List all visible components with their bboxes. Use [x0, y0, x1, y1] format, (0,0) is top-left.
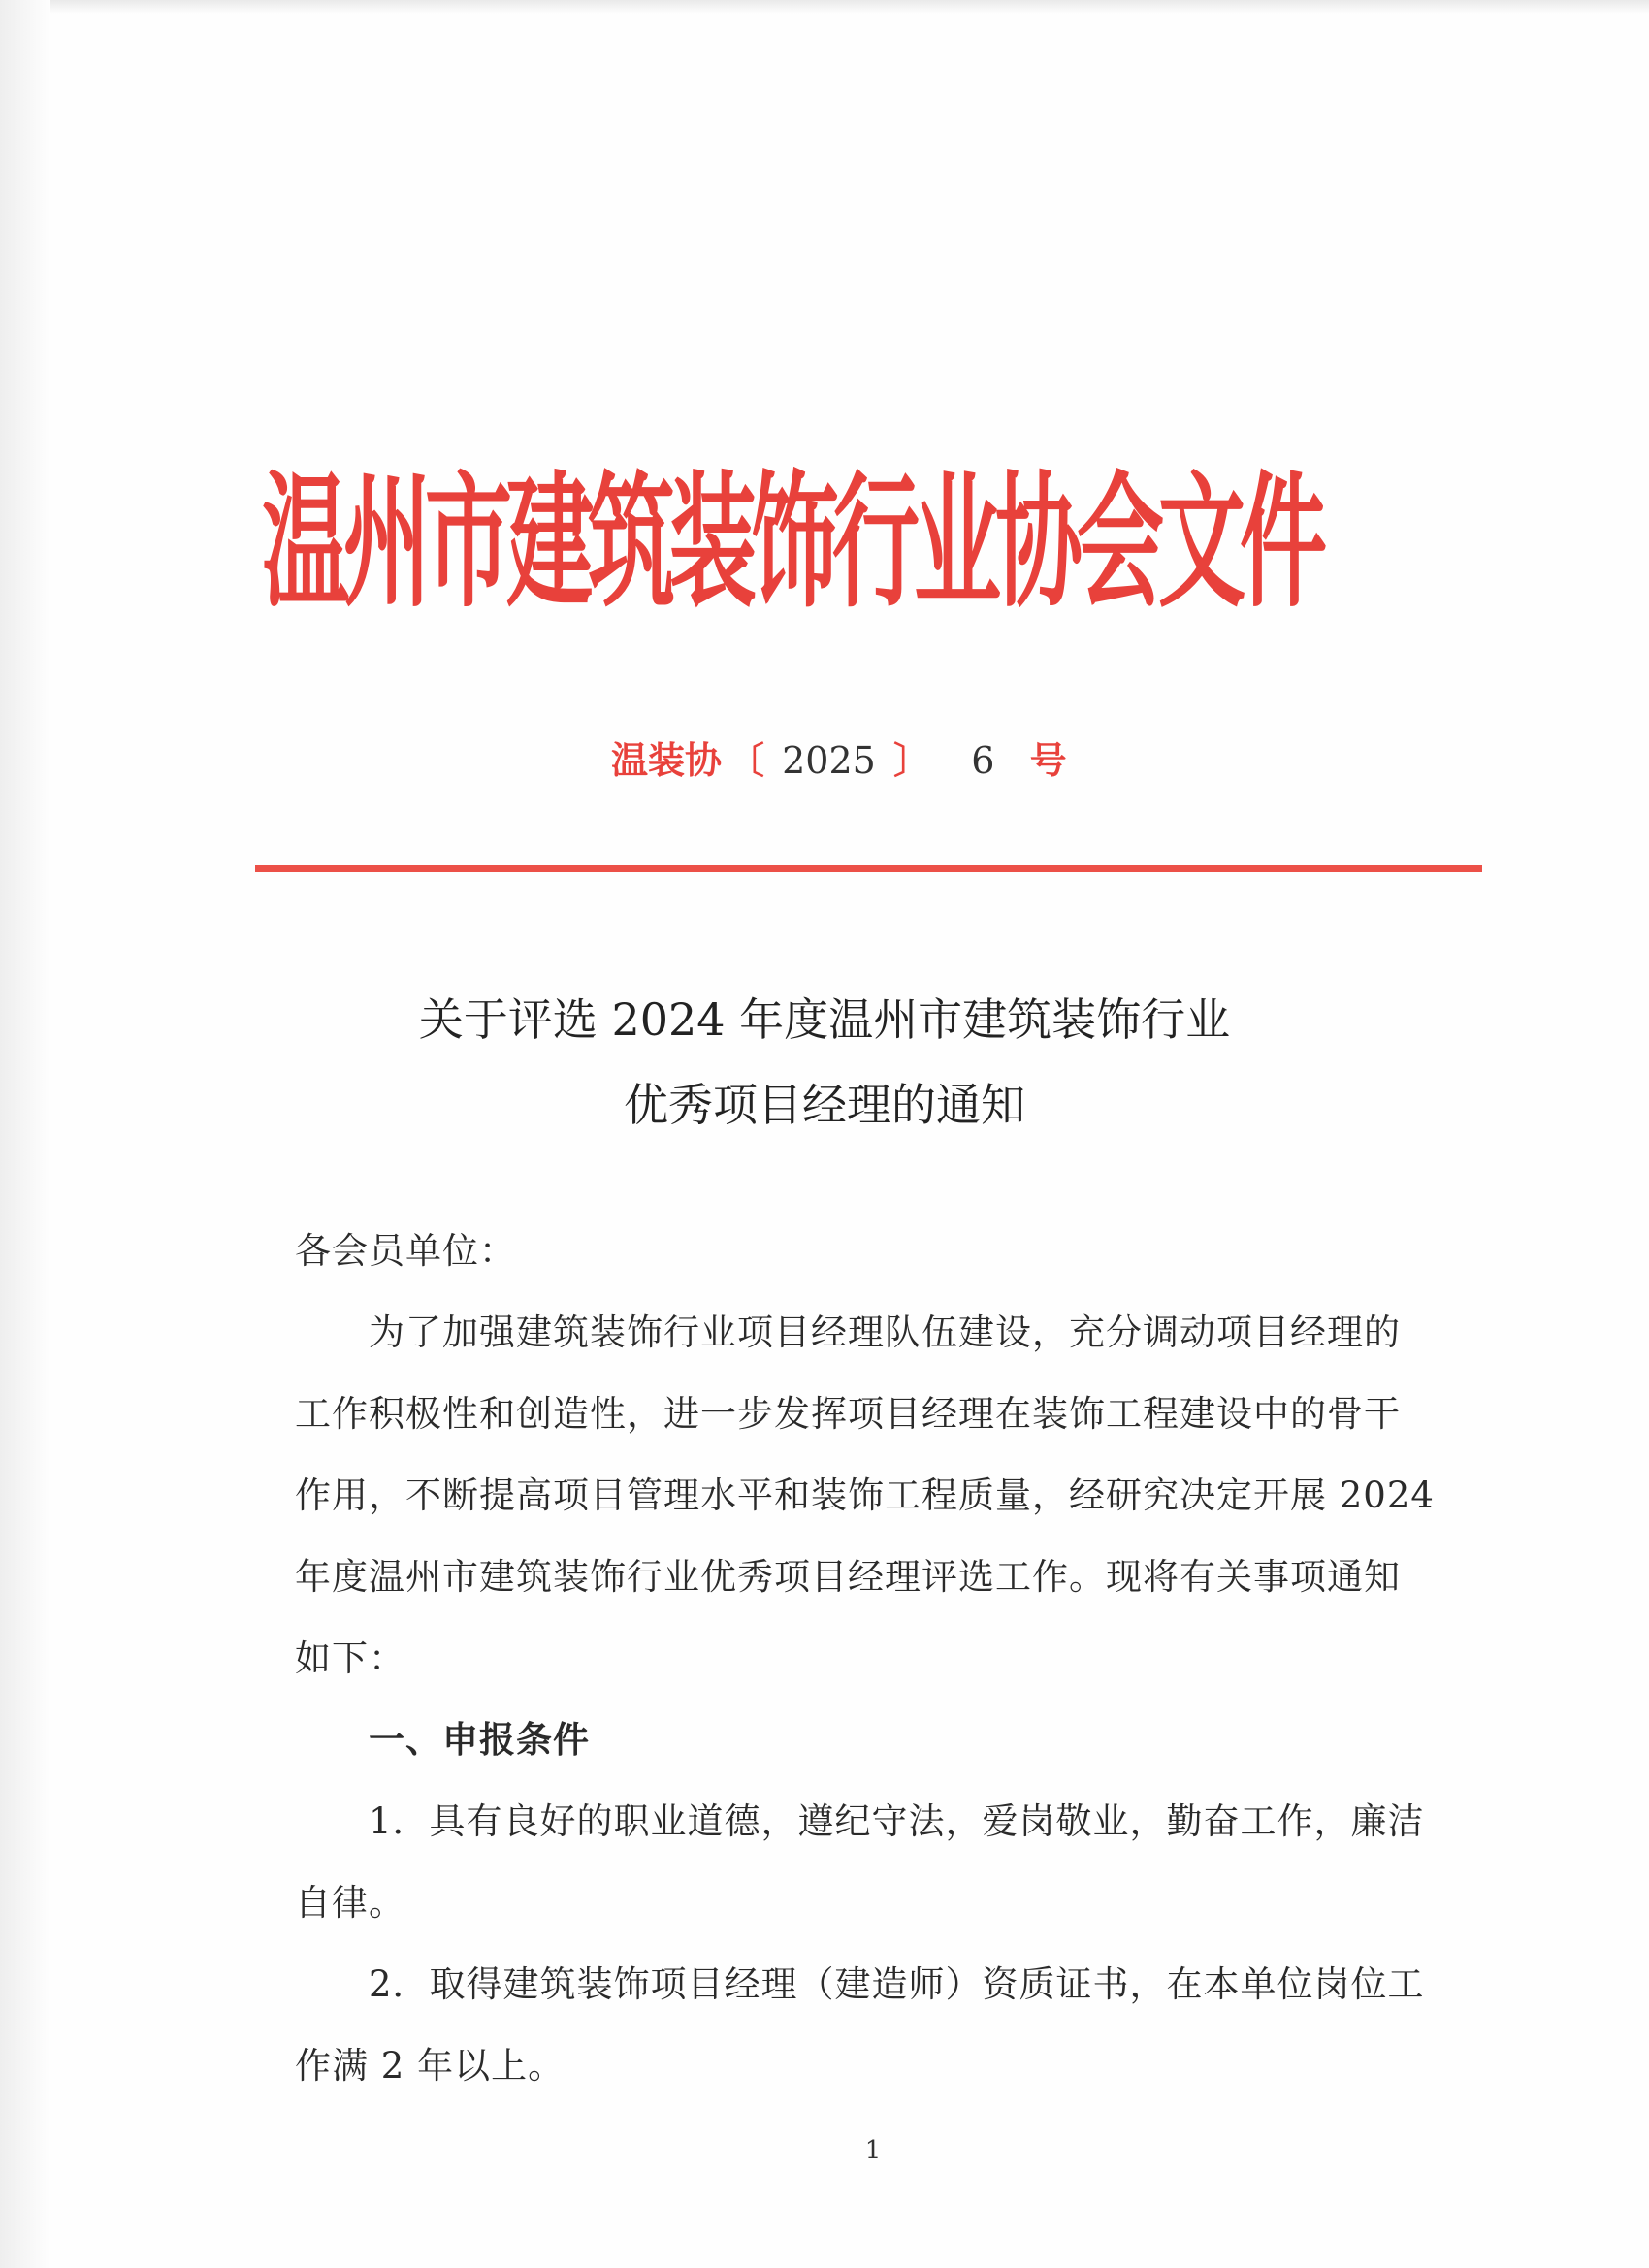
condition-item-1-line: 自律。 [295, 1882, 405, 1924]
paragraph-line: 工作积极性和创造性，进一步发挥项目经理在装饰工程建设中的骨干 [295, 1393, 1401, 1435]
doc-serial-number: 6 [971, 739, 995, 782]
condition-item-1-line: 1．具有良好的职业道德，遵纪守法，爱岗敬业，勤奋工作，廉洁 [369, 1800, 1425, 1842]
condition-item-2-line: 作满 2 年以上。 [295, 2045, 566, 2087]
notice-title-line-1: 关于评选 2024 年度温州市建筑装饰行业 [418, 993, 1231, 1046]
bracket-open: 〔 [728, 739, 765, 782]
paragraph-line: 年度温州市建筑装饰行业优秀项目经理评选工作。现将有关事项通知 [295, 1556, 1401, 1598]
scan-edge-top [0, 0, 1649, 14]
red-divider-rule [255, 865, 1482, 872]
condition-item-2-line: 2．取得建筑装饰项目经理（建造师）资质证书，在本单位岗位工 [369, 1963, 1425, 2005]
bracket-close: 〕 [892, 739, 930, 782]
paragraph-line: 如下： [295, 1637, 405, 1679]
doc-suffix: 号 [1029, 739, 1067, 782]
page-number: 1 [864, 2136, 882, 2165]
scan-edge-left [0, 0, 50, 2268]
doc-prefix: 温装协 [611, 739, 723, 782]
doc-year: 2025 [782, 739, 876, 782]
masthead-title: 温州市建筑装饰行业协会文件 [262, 459, 1322, 628]
paragraph-line: 作用，不断提高项目管理水平和装饰工程质量，经研究决定开展 2024 [295, 1474, 1435, 1516]
paragraph-line: 为了加强建筑装饰行业项目经理队伍建设，充分调动项目经理的 [369, 1312, 1401, 1353]
section-heading: 一、申报条件 [369, 1719, 590, 1761]
notice-title-line-2: 优秀项目经理的通知 [624, 1079, 1025, 1131]
document-number [611, 729, 1067, 792]
salutation: 各会员单位： [295, 1230, 516, 1272]
